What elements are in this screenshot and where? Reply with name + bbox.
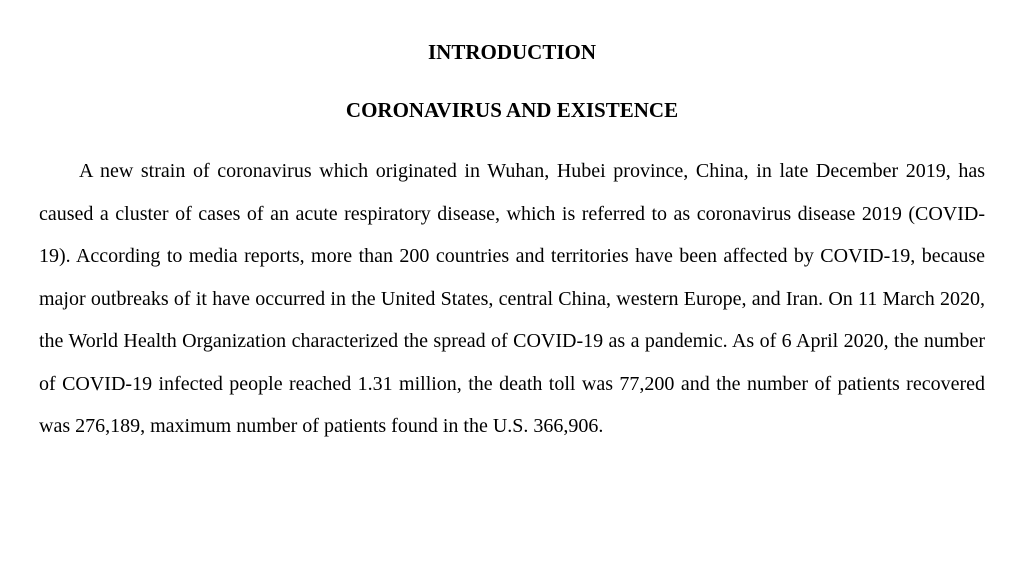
- body-paragraph: A new strain of coronavirus which originated in Wuhan, Hubei province, China, in late December 2019, has caused a cluster of cases of an acute respiratory disease, which is referred to as coronavirus disease 2019 (COVID-19). According to media reports, more than 200 countries and territories have been affected by COVID-19, because major outbreaks of it have occurred in the United States, central China, western Europe, and Iran. On 11 March 2020, the World Health Organization characterized the spread of COVID-19 as a pandemic. As of 6 April 2020, the number of COVID-19 infected people reached 1.31 million, the death toll was 77,200 and the number of patients recovered was 276,189, maximum number of patients found in the U.S. 366,906.: [39, 160, 985, 437]
- section-title: CORONAVIRUS AND EXISTENCE: [345, 98, 679, 122]
- page-title: INTRODUCTION: [427, 40, 597, 64]
